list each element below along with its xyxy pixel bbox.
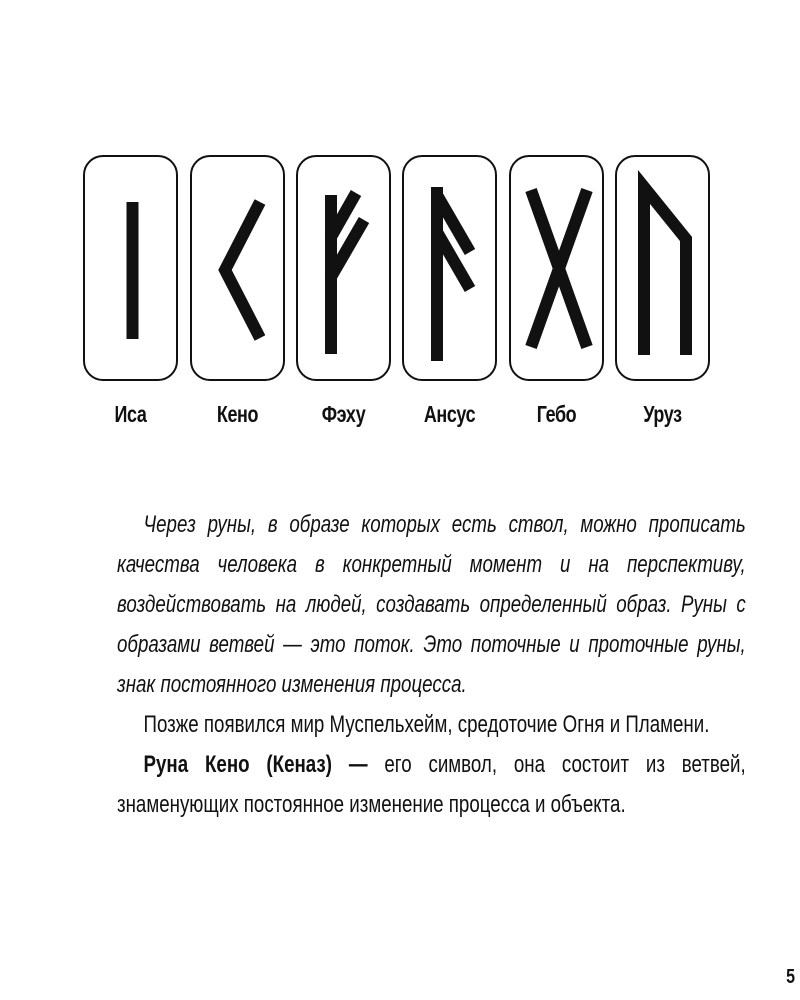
paragraph-text: Через руны, в образе которых есть ствол, можно прописать качества человека в конкретный момент и на перспективу, воздействовать на людей, создавать определенный образ. Руны с образами ветвей — это поток. Это поточные и проточные руны, знак постоянного изменения процесса. — [117, 511, 746, 698]
isa-rune-icon — [85, 157, 180, 383]
rune-gebo — [509, 155, 604, 428]
body-text — [83, 505, 746, 825]
rune-isa — [83, 155, 178, 428]
rune-name: Иса — [114, 401, 147, 427]
rune-tile — [615, 155, 710, 381]
rune-tile — [190, 155, 285, 381]
rune-name: Фэху — [321, 401, 366, 427]
kenaz-rune-icon — [192, 157, 287, 383]
paragraph-text: Позже появился мир Муспельхейм, средоточие Огня и Пламени. — [143, 711, 710, 738]
rune-fehu — [296, 155, 391, 428]
rune-name: Гебо — [536, 401, 577, 427]
kenaz-heading: Руна Кено (Кеназ) — — [143, 751, 368, 778]
ansuz-rune-icon — [404, 157, 499, 383]
rune-tile — [402, 155, 497, 381]
page-number: 5 — [785, 966, 795, 988]
gebo-rune-icon — [511, 157, 606, 383]
fehu-rune-icon — [298, 157, 393, 383]
rune-name: Кено — [216, 401, 259, 427]
rune-uruz — [615, 155, 710, 428]
uruz-rune-icon — [617, 157, 712, 383]
rune-name: Уруз — [643, 401, 682, 427]
rune-name: Ансус — [423, 401, 476, 427]
kenaz-description: его символ, она состоит из ветвей, знаменующих постоянное изменение процесса и объекта. — [117, 751, 746, 818]
rune-tile — [509, 155, 604, 381]
paragraph-runes-flow — [83, 505, 746, 705]
rune-ansuz — [402, 155, 497, 428]
runes-row — [83, 155, 713, 445]
paragraph-text — [117, 745, 746, 825]
paragraph-kenaz — [83, 745, 746, 825]
paragraph-muspelheim — [83, 705, 713, 745]
rune-tile — [83, 155, 178, 381]
rune-tile — [296, 155, 391, 381]
rune-kenaz — [190, 155, 285, 428]
